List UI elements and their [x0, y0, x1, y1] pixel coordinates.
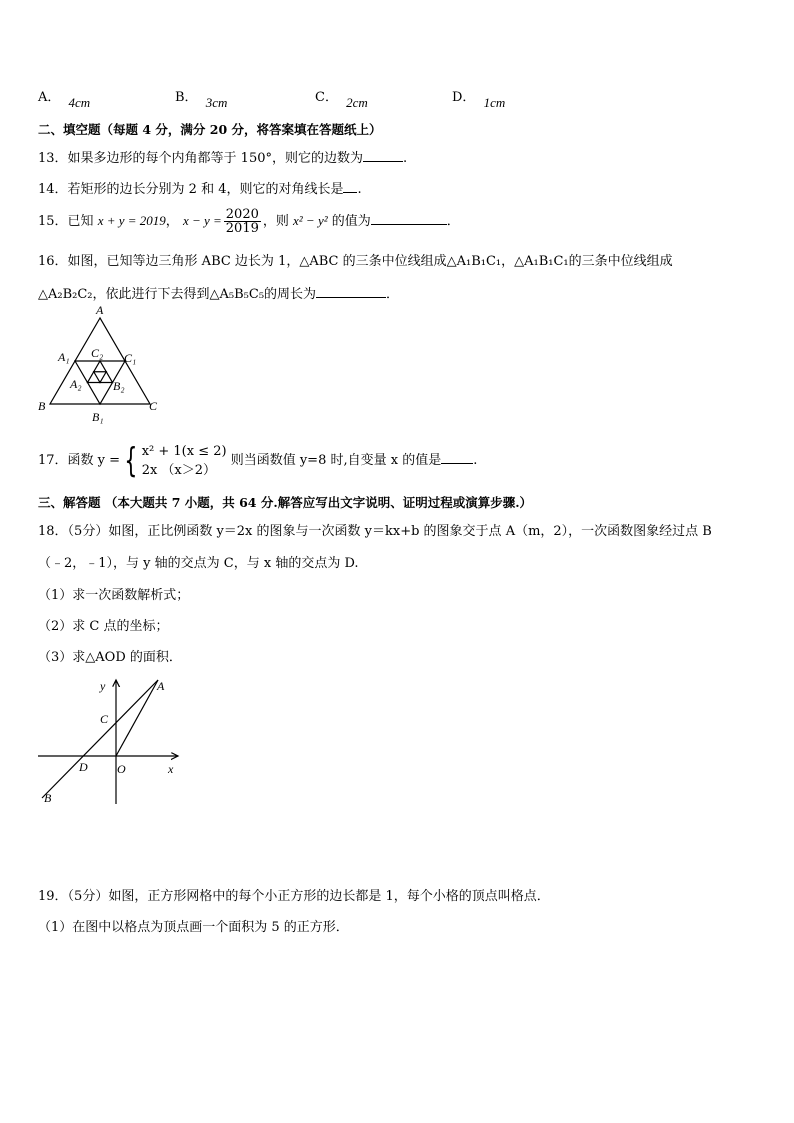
q18-line2: （﹣2，﹣1），与 y 轴的交点为 C，与 x 轴的交点为 D. — [38, 556, 359, 571]
q14-end: . — [357, 182, 362, 197]
q18-sub1: （1）求一次函数解析式； — [38, 588, 190, 603]
section2-title: 二、填空题（每题 4 分，满分 20 分，将答案填在答题纸上） — [38, 122, 382, 137]
q16-line1: 16．如图，已知等边三角形 ABC 边长为 1，△ABC 的三条中位线组成△A₁B₁C₁，△A₁B₁C₁的三条中位线组成 — [38, 254, 673, 269]
choice-b — [175, 86, 228, 110]
label-a: A — [96, 303, 104, 317]
q17-prefix: 17．函数 y = — [38, 453, 121, 468]
q16-line2 — [38, 283, 399, 302]
q19-line1: 19．（5分）如图，正方形网格中的每个小正方形的边长都是 1，每个小格的顶点叫格点． — [38, 889, 550, 904]
q15-suffix-text: 的值为 — [327, 214, 371, 229]
point-label-a: A — [157, 679, 165, 693]
point-label-o: O — [117, 762, 126, 776]
label-a1: A₁ — [58, 350, 70, 364]
choice-d-letter: D． — [452, 90, 476, 105]
choice-d — [452, 86, 506, 110]
q15-eq1: x + y = 2019 — [97, 213, 166, 228]
question-17 — [38, 438, 477, 484]
q15-mid: ，则 — [262, 214, 294, 229]
q15-frac-den: 2019 — [225, 221, 259, 236]
point-label-c: C — [100, 712, 109, 726]
q17-answer-blank — [441, 451, 473, 464]
q19-sub1: （1）在图中以格点为顶点画一个面积为 5 的正方形． — [38, 920, 349, 935]
q15-answer-blank — [371, 212, 447, 225]
q13-text: 13．如果多边形的每个内角都等于 150°，则它的边数为 — [38, 151, 363, 166]
point-label-d: D — [79, 760, 88, 774]
choice-a — [38, 86, 91, 110]
choice-c-value: 2cm — [346, 95, 368, 110]
section3-title: 三、解答题 （本大题共 7 小题，共 64 分.解答应写出文字说明、证明过程或演算步骤.） — [38, 495, 533, 510]
q15-sep: ， — [165, 214, 179, 229]
label-c1: C₁ — [124, 351, 137, 365]
label-c2: C₂ — [91, 346, 104, 360]
q16-answer-blank — [316, 285, 386, 298]
label-b: B — [38, 399, 46, 413]
label-b2: B₂ — [113, 379, 125, 393]
choice-b-letter: B． — [175, 90, 198, 105]
label-a2: A₂ — [70, 377, 82, 391]
q14-answer-blank — [343, 180, 357, 193]
question-15 — [38, 204, 460, 238]
q17-brace-icon: { — [124, 440, 138, 481]
q18-sub2: （2）求 C 点的坐标； — [38, 619, 169, 634]
q16-end: ． — [386, 287, 400, 302]
axis-label-y: y — [100, 679, 106, 693]
point-label-b: B — [44, 791, 52, 805]
q15-eq2-left: x − y = — [182, 213, 222, 228]
q13-end: . — [403, 151, 408, 166]
q16-line2-text: △A₂B₂C₂，依此进行下去得到△A₅B₅C₅的周长为 — [38, 287, 317, 302]
choice-d-value: 1cm — [483, 95, 506, 110]
q18-sub3: （3）求△AOD 的面积． — [38, 650, 182, 665]
q15-fraction — [224, 208, 261, 235]
choice-b-value: 3cm — [205, 95, 228, 110]
q15-frac-num: 2020 — [225, 207, 259, 222]
q17-case2: 2x （x＞2） — [141, 462, 217, 478]
q15-expr: x² − y² — [293, 213, 328, 228]
choice-a-value: 4cm — [68, 95, 91, 110]
q15-end: ． — [446, 214, 460, 229]
choice-c — [315, 86, 368, 110]
q17-case1: x² + 1(x ≤ 2) — [141, 443, 227, 459]
q17-middle: 则当函数值 y=8 时,自变量 x 的值是 — [230, 453, 442, 468]
question-13 — [38, 147, 407, 166]
q15-prefix: 15．已知 — [38, 214, 98, 229]
q13-answer-blank — [363, 149, 403, 162]
label-b1: B₁ — [92, 410, 104, 424]
line-kx-b — [42, 680, 158, 798]
label-c: C — [149, 399, 158, 413]
line-y-2x — [116, 680, 158, 756]
axis-label-x: x — [168, 762, 174, 776]
figure-18-graph — [30, 674, 190, 810]
choice-c-letter: C． — [315, 90, 338, 105]
q14-text: 14．若矩形的边长分别为 2 和 4，则它的对角线长是 — [38, 182, 344, 197]
figure-16-nested-triangles — [30, 302, 170, 428]
q17-cases — [142, 442, 227, 480]
choice-a-letter: A． — [38, 90, 61, 105]
q17-end: . — [473, 453, 478, 468]
triangle-a3b3c3 — [94, 372, 107, 383]
question-14 — [38, 178, 362, 197]
q18-line1: 18．（5分）如图，正比例函数 y＝2x 的图象与一次函数 y＝kx+b 的图象交于点 A（m，2），一次函数图象经过点 B — [38, 524, 712, 539]
